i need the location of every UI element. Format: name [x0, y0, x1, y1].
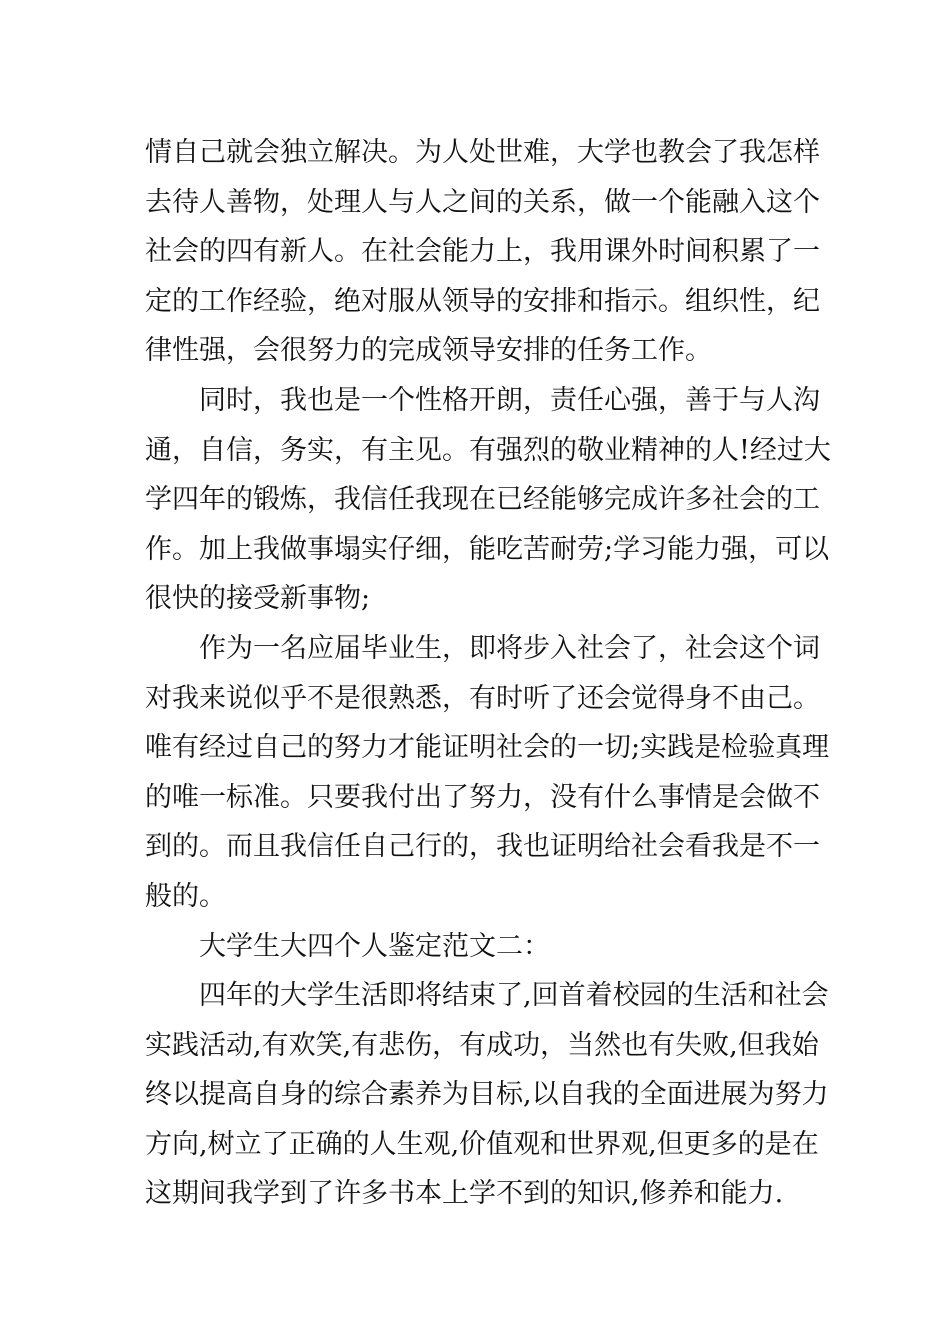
text-line: 方向,树立了正确的人生观,价值观和世界观,但更多的是在	[145, 1128, 819, 1160]
paragraph-start-line: 同时，我也是一个性格开朗，责任心强，善于与人沟	[199, 384, 820, 416]
text-line: 终以提高自身的综合素养为目标,以自我的全面进展为努力	[145, 1079, 829, 1111]
text-line: 律性强，会很努力的完成领导安排的任务工作。	[145, 335, 712, 367]
text-line: 般的。	[145, 880, 226, 912]
text-line: 定的工作经验，绝对服从领导的安排和指示。组织性，纪	[145, 285, 820, 317]
paragraph-start-line: 四年的大学生活即将结束了,回首着校园的生活和社会	[199, 980, 829, 1012]
text-line: 去待人善物，处理人与人之间的关系，做一个能融入这个	[145, 186, 820, 218]
text-line: 这期间我学到了许多书本上学不到的知识,修养和能力.	[145, 1178, 784, 1210]
text-line: 唯有经过自己的努力才能证明社会的一切;实践是检验真理	[145, 732, 830, 764]
text-line: 社会的四有新人。在社会能力上，我用课外时间积累了一	[145, 236, 820, 268]
text-line: 到的。而且我信任自己行的，我也证明给社会看我是不一	[145, 831, 820, 863]
text-line: 的唯一标准。只要我付出了努力，没有什么事情是会做不	[145, 781, 820, 813]
text-line: 通，自信，务实，有主见。有强烈的敬业精神的人!经过大	[145, 434, 831, 466]
text-line: 学四年的锻炼，我信任我现在已经能够完成许多社会的工	[145, 484, 820, 516]
text-line: 对我来说似乎不是很熟悉，有时听了还会觉得身不由己。	[145, 682, 820, 714]
body-text	[145, 128, 831, 1219]
section-heading: 大学生大四个人鉴定范文二：	[199, 930, 550, 962]
text-line: 很快的接受新事物;	[145, 583, 371, 615]
paragraph-start-line: 作为一名应届毕业生，即将步入社会了，社会这个词	[199, 632, 820, 664]
text-line: 实践活动,有欢笑,有悲伤，有成功，当然也有失败,但我始	[145, 1029, 819, 1061]
text-line: 作。加上我做事塌实仔细，能吃苦耐劳;学习能力强，可以	[145, 533, 830, 565]
text-line: 情自己就会独立解决。为人处世难，大学也教会了我怎样	[145, 137, 820, 168]
